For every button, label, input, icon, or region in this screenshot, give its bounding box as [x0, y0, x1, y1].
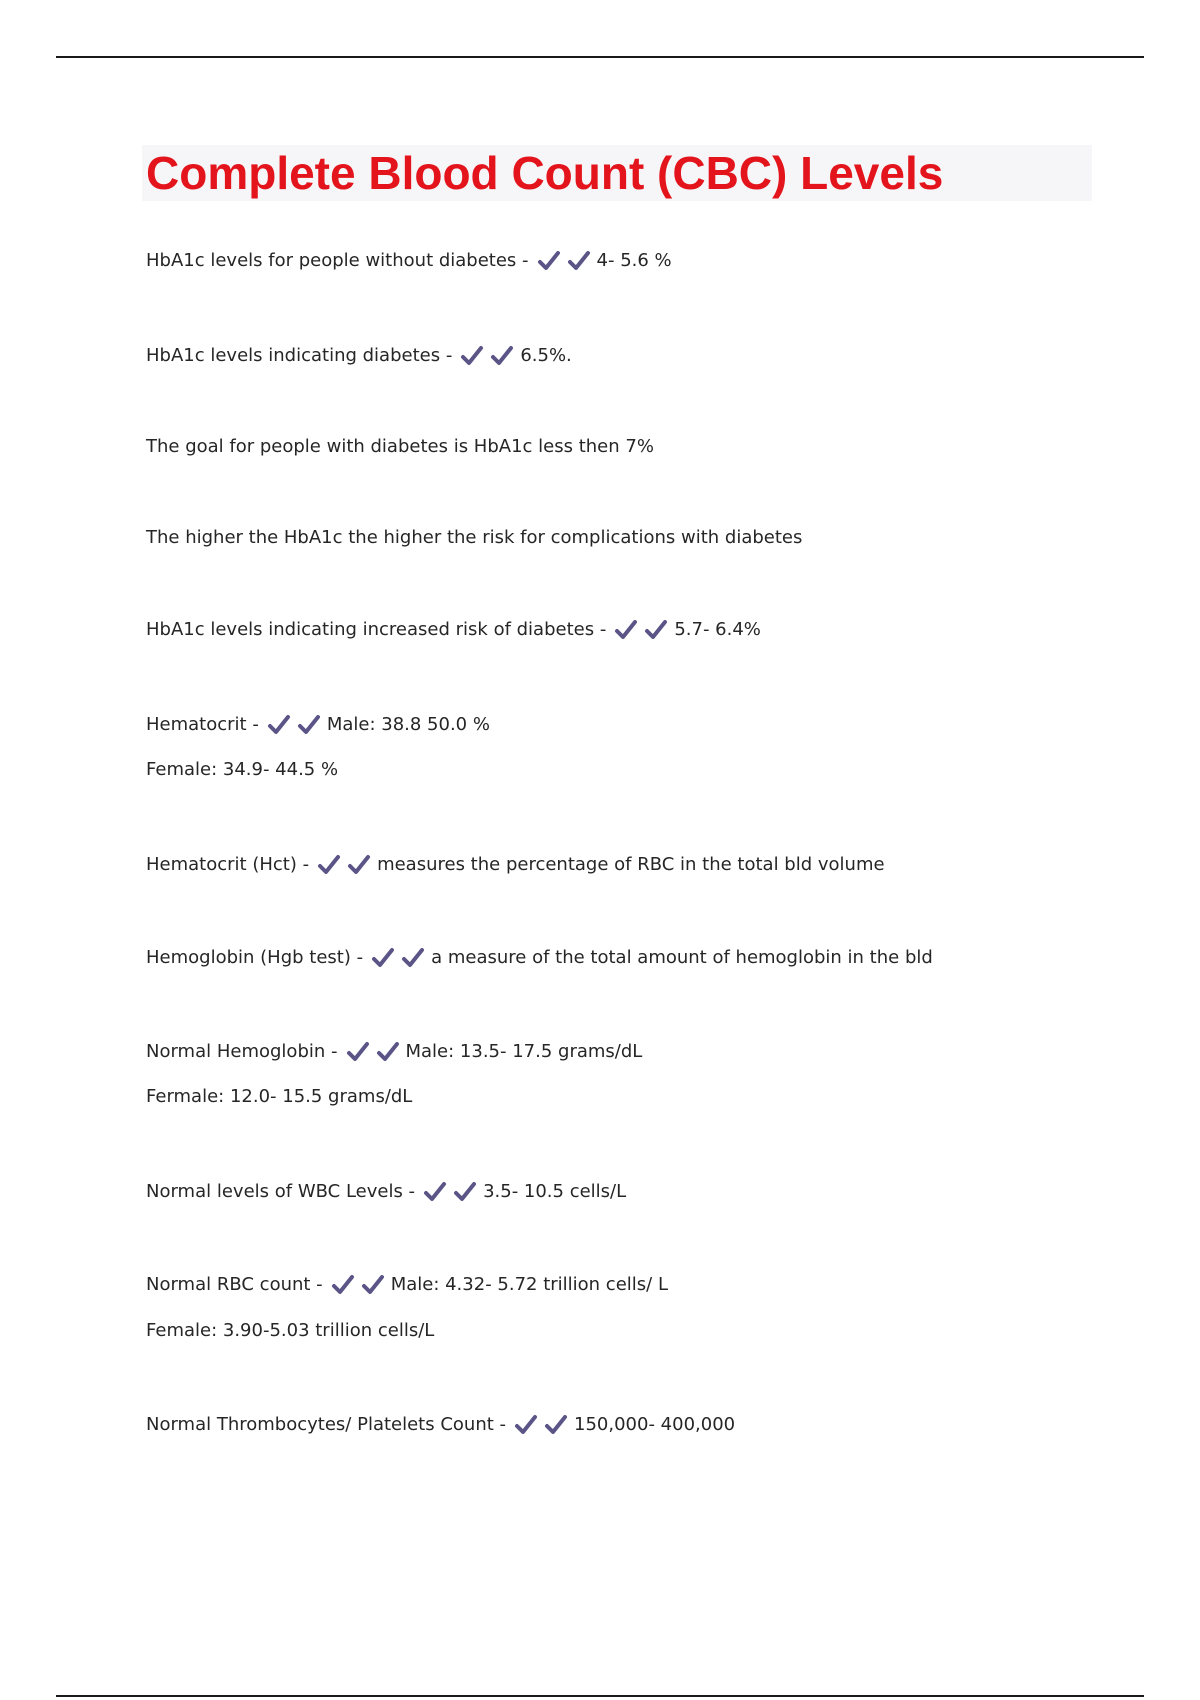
item-statement: The higher the HbA1c the higher the risk for complications with diabetes: [146, 527, 803, 548]
item-continuation: Female: 34.9- 44.5 %: [146, 759, 339, 780]
item-term: Normal levels of WBC Levels -: [146, 1181, 416, 1202]
checkmark-icon: [544, 1413, 568, 1437]
item-term: HbA1c levels for people without diabetes -: [146, 250, 529, 271]
list-item: [146, 1273, 668, 1297]
list-item: [146, 249, 672, 273]
item-value: a measure of the total amount of hemoglobin in the bld: [431, 947, 933, 968]
item-value: 4- 5.6 %: [596, 250, 672, 271]
checkmark-icon: [453, 1180, 477, 1204]
checkmark-icon: [347, 853, 371, 877]
checkmark-icon: [537, 249, 561, 273]
list-item: [146, 946, 933, 970]
item-continuation: Fermale: 12.0- 15.5 grams/dL: [146, 1086, 413, 1107]
list-item: [146, 1180, 626, 1204]
item-value: Male: 13.5- 17.5 grams/dL: [405, 1041, 643, 1062]
list-item: [146, 853, 885, 877]
checkmark-icon: [267, 713, 291, 737]
item-term: Normal Hemoglobin -: [146, 1041, 338, 1062]
item-value: 5.7- 6.4%: [674, 619, 761, 640]
list-item: [146, 344, 572, 368]
checkmark-icon: [644, 618, 668, 642]
item-statement: The goal for people with diabetes is HbA1c less then 7%: [146, 436, 654, 457]
list-item: [146, 1040, 642, 1064]
document-title: Complete Blood Count (CBC) Levels: [146, 147, 944, 199]
checkmark-icon: [376, 1040, 400, 1064]
item-value: Male: 4.32- 5.72 trillion cells/ L: [390, 1274, 668, 1295]
checkmark-icon: [401, 946, 425, 970]
item-value: measures the percentage of RBC in the total bld volume: [377, 854, 885, 875]
item-term: Hemoglobin (Hgb test) -: [146, 947, 364, 968]
item-term: HbA1c levels indicating increased risk of diabetes -: [146, 619, 607, 640]
list-item: [146, 435, 654, 459]
checkmark-icon: [346, 1040, 370, 1064]
item-continuation: Female: 3.90-5.03 trillion cells/L: [146, 1320, 435, 1341]
item-value: 150,000- 400,000: [574, 1414, 736, 1435]
item-value: 6.5%.: [520, 345, 572, 366]
list-item: [146, 1413, 735, 1437]
checkmark-icon: [514, 1413, 538, 1437]
checkmark-icon: [361, 1273, 385, 1297]
item-term: Hematocrit (Hct) -: [146, 854, 310, 875]
item-term: HbA1c levels indicating diabetes -: [146, 345, 453, 366]
list-item: [146, 618, 761, 642]
item-term: Hematocrit -: [146, 714, 259, 735]
checkmark-icon: [614, 618, 638, 642]
checkmark-icon: [297, 713, 321, 737]
checkmark-icon: [490, 344, 514, 368]
bottom-rule: [56, 1695, 1144, 1697]
item-value: 3.5- 10.5 cells/L: [483, 1181, 627, 1202]
checkmark-icon: [317, 853, 341, 877]
checkmark-icon: [460, 344, 484, 368]
item-term: Normal Thrombocytes/ Platelets Count -: [146, 1414, 507, 1435]
top-rule: [56, 56, 1144, 58]
checkmark-icon: [371, 946, 395, 970]
list-item: [146, 526, 802, 550]
checkmark-icon: [567, 249, 591, 273]
item-term: Normal RBC count -: [146, 1274, 323, 1295]
item-value: Male: 38.8 50.0 %: [326, 714, 490, 735]
checkmark-icon: [331, 1273, 355, 1297]
checkmark-icon: [423, 1180, 447, 1204]
list-item: [146, 713, 490, 737]
